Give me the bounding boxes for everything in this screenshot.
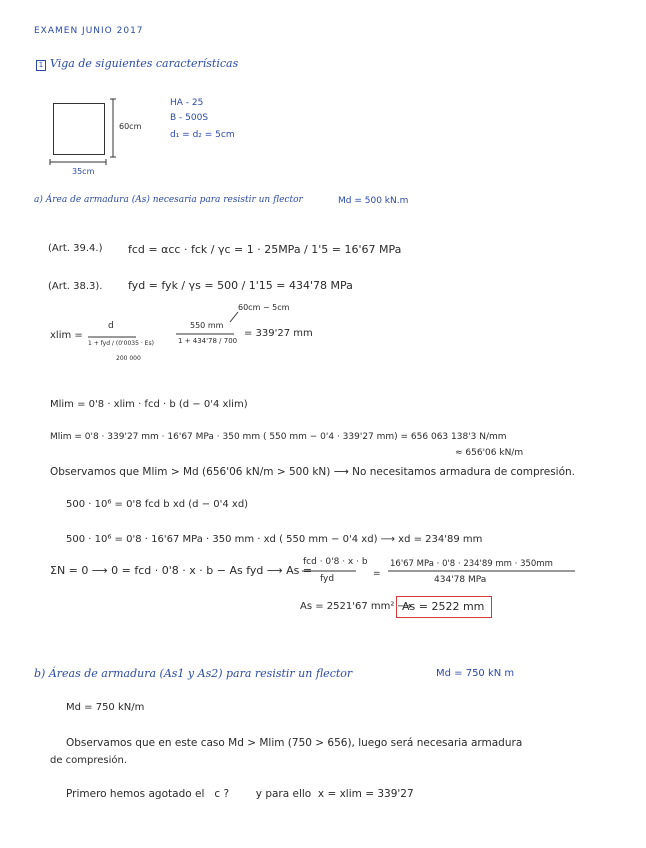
xlim-frac1-den: 1 + fyd / (0'0035 · Es) <box>88 340 154 347</box>
fyd-equation: fyd = fyk / γs = 500 / 1'15 = 434'78 MPa <box>128 279 353 292</box>
fcd-equation: fcd = αcc · fck / γc = 1 · 25MPa / 1'5 = 16'67 MPa <box>128 243 402 256</box>
d-note: 60cm − 5cm <box>238 303 290 312</box>
observation-b-line1: Observamos que en este caso Md > Mlim (750 > 656), luego será necesaria armadura <box>66 737 523 749</box>
part-a-md: Md = 500 kN.m <box>338 196 409 206</box>
as-frac-den: fyd <box>320 574 335 584</box>
material-steel: B - 500S <box>170 113 209 123</box>
as-frac-num: fcd · 0'8 · x · b <box>303 557 368 567</box>
part-a-title: a) Área de armadura (As) necesaria para resistir un flector <box>34 195 303 205</box>
as-frac2-den: 434'78 MPa <box>434 575 487 585</box>
problem-title: Viga de siguientes características <box>50 57 239 70</box>
xlim-result: = 339'27 mm <box>244 328 313 339</box>
equation-2: 500 · 10⁶ = 0'8 · 16'67 MPa · 350 mm · xd ( 550 mm − 0'4 xd) ⟶ xd = 234'89 mm <box>66 534 483 545</box>
mlim-definition: Mlim = 0'8 · xlim · fcd · b (d − 0'4 xlim) <box>50 399 248 410</box>
observation-a: Observamos que Mlim > Md (656'06 kN/m > 500 kN) ⟶ No necesitamos armadura de compresión. <box>50 466 575 478</box>
es-note: 200 000 <box>116 355 141 362</box>
material-cover: d₁ = d₂ = 5cm <box>170 130 235 140</box>
part-b-md: Md = 750 kN m <box>436 668 515 679</box>
as-boxed-answer: As = 2522 mm <box>402 600 485 613</box>
xlim-lhs: xlim = <box>50 330 83 341</box>
xlim-frac1-num: d <box>108 321 114 331</box>
as-frac2-num: 16'67 MPa · 0'8 · 234'89 mm · 350mm <box>390 559 553 569</box>
part-b-title: b) Áreas de armadura (As1 y As2) para resistir un flector <box>34 667 353 680</box>
material-concrete: HA - 25 <box>170 98 204 108</box>
mlim-approx: ≈ 656'06 kN/m <box>455 448 524 458</box>
problem-number: 1 <box>36 60 46 71</box>
as-equals: = <box>373 569 381 579</box>
section-width-label: 35cm <box>72 167 95 176</box>
equilibrium-equation: ΣN = 0 ⟶ 0 = fcd · 0'8 · x · b − As fyd ⟶ As = <box>50 564 313 577</box>
equation-1: 500 · 10⁶ = 0'8 fcd b xd (d − 0'4 xd) <box>66 499 249 510</box>
mlim-calculation: Mlim = 0'8 · 339'27 mm · 16'67 MPa · 350 mm ( 550 mm − 0'4 · 339'27 mm) = 656 063 138'3 N/mm <box>50 432 507 442</box>
art-38-3: (Art. 38.3). <box>48 281 103 292</box>
observation-b-line2: de compresión. <box>50 755 128 766</box>
as-result: As = 2521'67 mm² ⟶ <box>300 601 412 612</box>
art-39-4: (Art. 39.4.) <box>48 243 103 254</box>
md-line: Md = 750 kN/m <box>66 702 145 713</box>
first-step-line: Primero hemos agotado el c ? y para ello x = xlim = 339'27 <box>66 788 414 800</box>
section-height-label: 60cm <box>119 122 142 131</box>
xlim-frac2-den: 1 + 434'78 / 700 <box>178 337 238 345</box>
xlim-frac2-num: 550 mm <box>190 321 224 330</box>
exam-header: EXAMEN JUNIO 2017 <box>34 26 144 36</box>
